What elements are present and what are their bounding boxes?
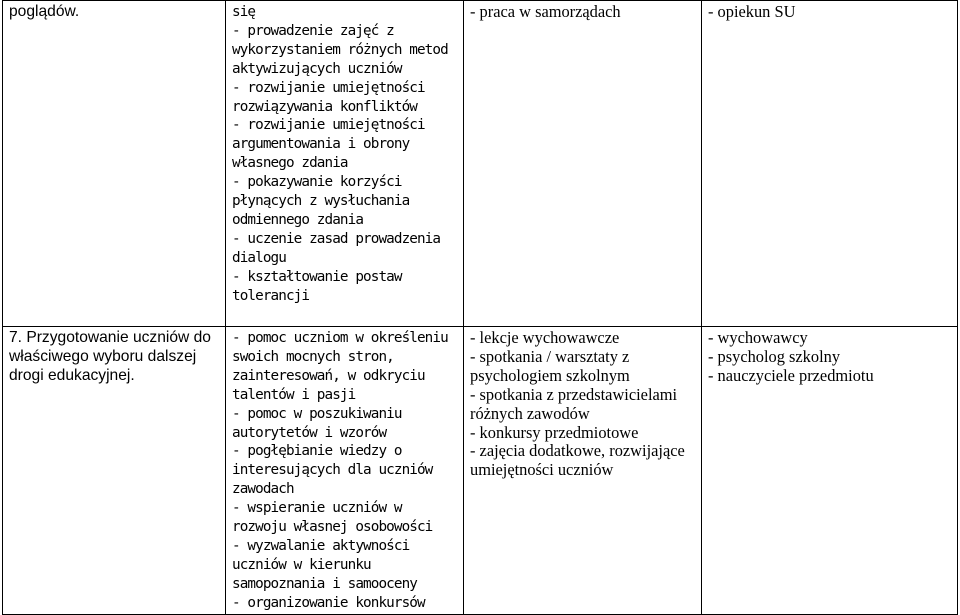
tasks-text: - pomoc uczniom w określeniu swoich mocnych stron, zainteresowań, w odkryciu talentów i pasji - pomoc w poszukiwaniu autorytetów i wzorów - pogłębianie wiedzy o interesujących dla uczniów zawodach - wspieranie uczniów w rozwoju własnej osobowości - wyzwalanie aktywności uczniów w kierunku samopoznania i samooceny - organizowanie konkursów	[232, 330, 448, 611]
goal-cell	[3, 1, 226, 327]
tasks-cell	[226, 327, 464, 615]
responsible-cell	[702, 327, 958, 615]
forms-text: - praca w samorządach	[470, 2, 621, 21]
forms-cell	[464, 327, 702, 615]
goal-text: poglądów.	[9, 3, 80, 20]
table-row	[3, 1, 958, 327]
tasks-text: się - prowadzenie zajęć z wykorzystaniem różnych metod aktywizujących uczniów - rozwijanie umiejętności rozwiązywania konfliktów - rozwijanie umiejętności argumentowania i obrony własnego zdania - pokazywanie korzyści płynących z wysłuchania odmiennego zdania - uczenie zasad prowadzenia dialogu - kształtowanie postaw tolerancji	[232, 4, 448, 304]
forms-cell	[464, 1, 702, 327]
goal-cell	[3, 327, 226, 615]
goal-text: 7. Przygotowanie uczniów do właściwego wyboru dalszej drogi edukacyjnej.	[9, 329, 211, 384]
responsible-text: - wychowawcy - psycholog szkolny - nauczyciele przedmiotu	[708, 328, 874, 385]
forms-text: - lekcje wychowawcze - spotkania / warsztaty z psychologiem szkolnym - spotkania z przedstawicielami różnych zawodów - konkursy przedmiotowe - zajęcia dodatkowe, rozwijające umiejętności uczniów	[470, 328, 685, 480]
responsible-cell	[702, 1, 958, 327]
table-row	[3, 327, 958, 615]
education-plan-table	[2, 0, 958, 615]
responsible-text: - opiekun SU	[708, 2, 796, 21]
tasks-cell	[226, 1, 464, 327]
